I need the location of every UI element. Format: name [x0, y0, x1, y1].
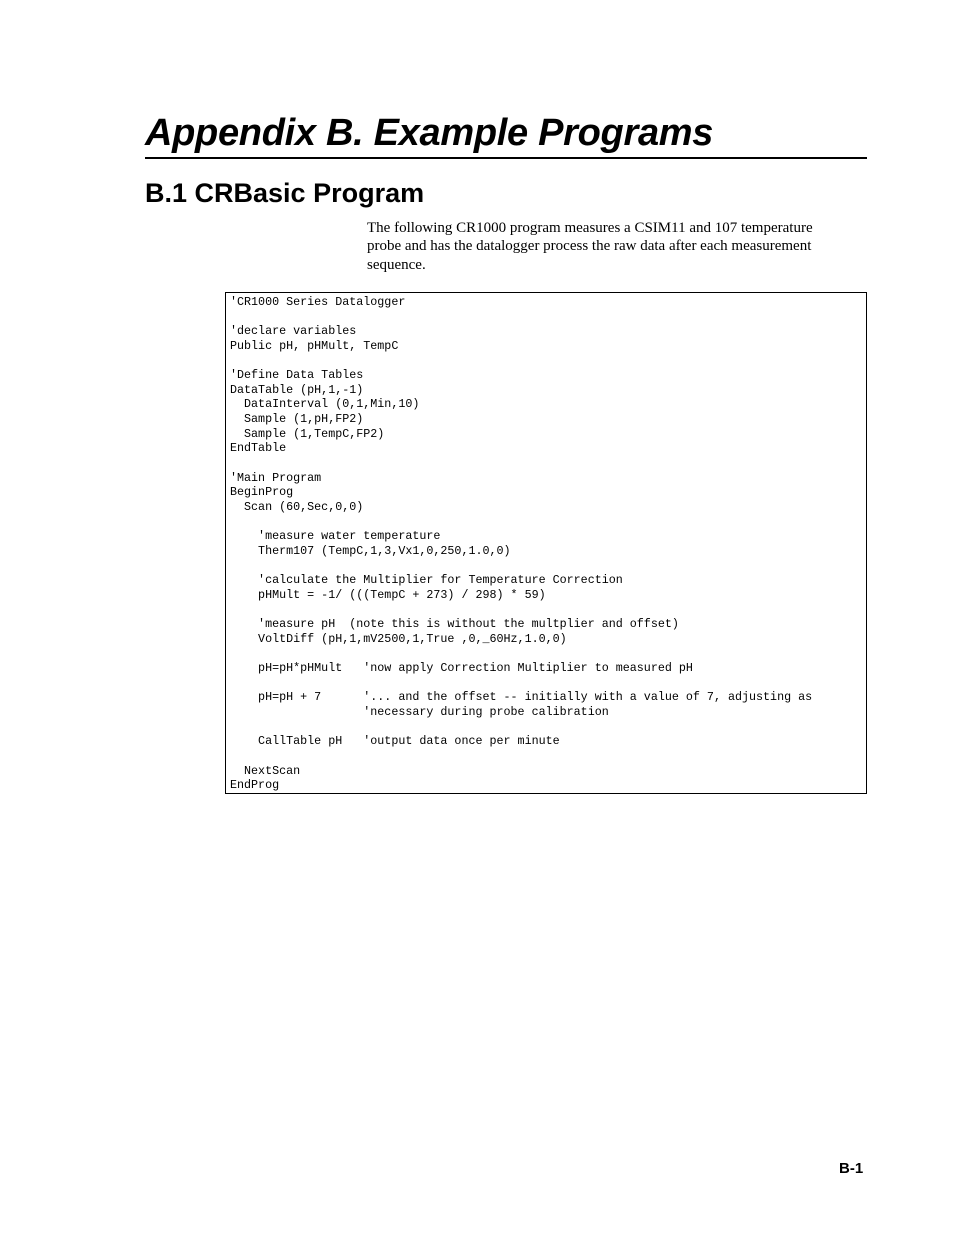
title-rule	[145, 157, 867, 159]
code-line: 'declare variables	[230, 324, 357, 339]
code-line: VoltDiff (pH,1,mV2500,1,True ,0,_60Hz,1.0,0)	[230, 631, 567, 646]
code-line	[230, 749, 866, 764]
code-line: Public pH, pHMult, TempC	[230, 338, 399, 353]
code-line: 'measure pH (note this is without the multplier and offset)	[230, 617, 679, 632]
code-line: Sample (1,pH,FP2)	[230, 412, 364, 427]
code-line: Therm107 (TempC,1,3,Vx1,0,250,1.0,0)	[230, 543, 511, 558]
code-line	[230, 456, 866, 471]
code-line: EndTable	[230, 441, 287, 456]
code-line: 'Main Program	[230, 470, 322, 485]
code-line: BeginProg	[230, 485, 294, 500]
code-line	[230, 354, 866, 369]
code-line: 'calculate the Multiplier for Temperature Correction	[230, 573, 623, 588]
code-line: DataInterval (0,1,Min,10)	[230, 397, 420, 412]
code-line: DataTable (pH,1,-1)	[230, 382, 364, 397]
code-line	[230, 676, 866, 691]
section-heading: B.1 CRBasic Program	[145, 178, 425, 208]
code-line	[230, 515, 866, 530]
page-number: B-1	[839, 1160, 864, 1177]
intro-paragraph: The following CR1000 program measures a CSIM11 and 107 temperature probe and has the datalogger process the raw data after each measurement sequence.	[367, 220, 813, 273]
code-line: 'CR1000 Series Datalogger	[230, 295, 406, 309]
code-line: Scan (60,Sec,0,0)	[230, 499, 364, 514]
code-line	[230, 310, 866, 325]
code-line	[230, 720, 866, 735]
code-line: Sample (1,TempC,FP2)	[230, 426, 385, 441]
code-line: pHMult = -1/ (((TempC + 273) / 298) * 59)	[230, 587, 546, 602]
code-line: EndProg	[230, 778, 280, 793]
code-line: 'measure water temperature	[230, 529, 441, 544]
code-listing	[225, 292, 867, 794]
code-line: 'necessary during probe calibration	[230, 704, 609, 719]
page-title: Appendix B. Example Programs	[145, 112, 714, 154]
code-line	[230, 559, 866, 574]
code-line: NextScan	[230, 763, 301, 778]
code-line: pH=pH + 7 '... and the offset -- initially with a value of 7, adjusting as	[230, 690, 813, 705]
code-line	[230, 646, 866, 661]
code-line	[230, 602, 866, 617]
code-line: CallTable pH 'output data once per minute	[230, 734, 560, 749]
code-line: 'Define Data Tables	[230, 368, 364, 383]
code-line: pH=pH*pHMult 'now apply Correction Multiplier to measured pH	[230, 661, 693, 676]
